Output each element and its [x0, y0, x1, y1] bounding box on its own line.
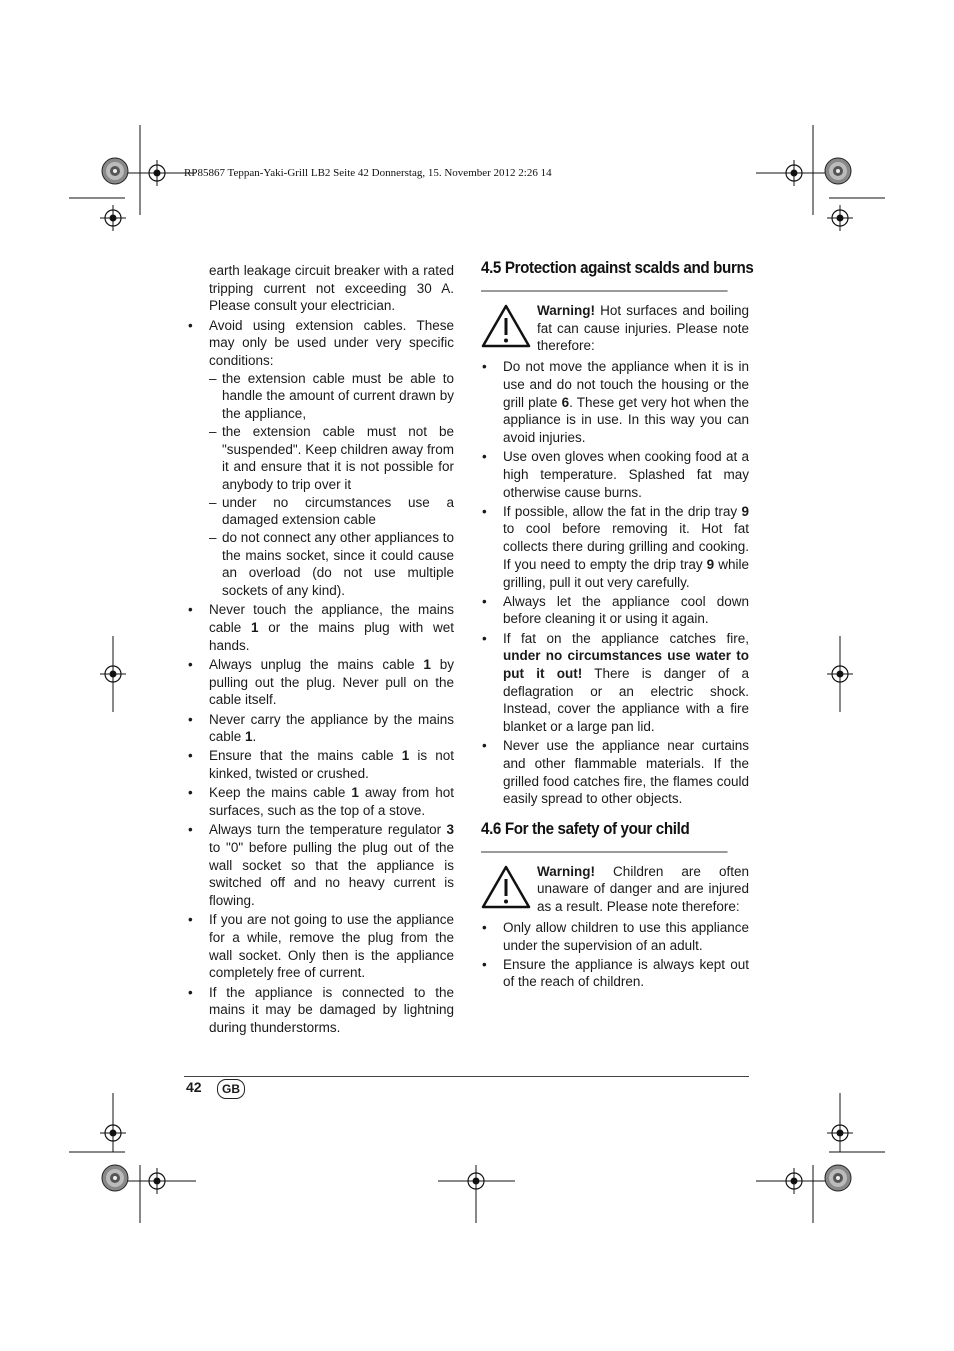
- list-item: [187, 656, 454, 709]
- list-item-extension-cables: [187, 317, 454, 600]
- text-segment: There is danger of a deflagration or an electric shock. Instead, cover the appliance with a fire blanket or a large pan lid.: [503, 666, 749, 735]
- text-segment: away from hot surfaces, such as the top of a stove.: [209, 785, 454, 819]
- text-segment: Never touch the appliance, the mains cable: [209, 602, 454, 636]
- list-item: [481, 630, 749, 736]
- warning-body: Children are often unaware of danger and are injured as a result. Please note therefore:: [537, 863, 749, 915]
- warning-triangle-icon: [481, 865, 531, 909]
- part-number: 1: [245, 729, 253, 745]
- list-item: [187, 747, 454, 782]
- text-segment: to cool before removing it. Hot fat collects there during grilling and cooking. If you need to empty the drip tray: [503, 521, 749, 572]
- list-item: [187, 821, 454, 910]
- burns-list: [481, 358, 749, 808]
- text-segment: Keep the mains cable: [209, 785, 352, 801]
- left-column: [187, 262, 454, 1038]
- print-header: RP85867 Teppan-Yaki-Grill LB2 Seite 42 Donnerstag, 15. November 2012 2:26 14: [184, 167, 552, 179]
- list-item: [187, 984, 454, 1037]
- text-segment: If fat on the appliance catches fire,: [503, 630, 749, 646]
- page-number: 42: [186, 1079, 202, 1095]
- text-segment: Do not move the appliance when it is in use and do not touch the housing or the grill plate: [503, 359, 749, 410]
- warning-triangle-icon: [481, 304, 531, 348]
- text-segment: . These get very hot when the appliance is in use. In this way you can avoid injuries.: [503, 394, 750, 445]
- footer-divider: [184, 1076, 749, 1077]
- list-item: [481, 503, 749, 592]
- list-item: [481, 448, 749, 501]
- intro-continuation: earth leakage circuit breaker with a rated tripping current not exceeding 30 A. Please consult your electrician.: [209, 263, 454, 314]
- text-segment: to "0" before pulling the plug out of the wall socket so that the appliance is switched off and no heavy current is flowing.: [209, 840, 454, 909]
- part-number: 1: [423, 656, 431, 672]
- left-bullet-list: [187, 317, 454, 1037]
- text-segment: If the appliance is connected to the mains it may be damaged by lightning during thunderstorms.: [209, 984, 454, 1036]
- part-number: 9: [741, 503, 749, 519]
- dash-item: – the extension cable must not be "suspended". Keep children away from it and ensure that it is not possible for anybody to trip over it: [209, 423, 454, 494]
- emphasis-text: under no circumstances use water to put it out!: [503, 648, 749, 682]
- text-segment: or the mains plug with wet hands.: [209, 620, 455, 653]
- list-item: [187, 711, 454, 746]
- warning-text: [537, 302, 749, 355]
- part-number: 1: [351, 785, 359, 801]
- section-heading-4-5: 4.5 Protection against scalds and burns: [481, 260, 728, 292]
- warning-box: [481, 302, 749, 355]
- list-item: • Only allow children to use this appliance under the supervision of an adult.: [481, 919, 749, 954]
- text-segment: Always let the appliance cool down before cleaning it or using it again.: [503, 593, 749, 627]
- warning-label: Warning!: [537, 863, 595, 879]
- text-segment: Always unplug the mains cable: [209, 656, 424, 672]
- text-segment: Never use the appliance near curtains and other flammable materials. If the grilled food catches fire, the flames could easily spread to other objects.: [503, 738, 749, 807]
- part-number: 9: [706, 556, 715, 572]
- part-number: 1: [401, 748, 410, 764]
- list-item: [481, 593, 749, 628]
- text-segment: by pulling out the plug. Never pull on the cable itself.: [209, 656, 454, 708]
- list-item: [187, 911, 454, 982]
- right-column: [481, 259, 754, 993]
- warning-text: [537, 863, 749, 916]
- list-item: [187, 784, 454, 819]
- part-number: 6: [561, 394, 570, 410]
- list-item-text: Avoid using extension cables. These may only be used under very specific conditions:: [209, 317, 454, 369]
- dash-item: – under no circumstances use a damaged extension cable: [209, 494, 454, 529]
- list-item: • Ensure the appliance is always kept out of the reach of children.: [481, 956, 749, 991]
- text-segment: while grilling, pull it out very carefully.: [503, 556, 750, 590]
- list-item: [187, 601, 454, 654]
- text-segment: If possible, allow the fat in the drip tray: [503, 503, 742, 519]
- child-safety-list: [481, 919, 749, 991]
- text-segment: Always turn the temperature regulator: [209, 822, 447, 838]
- dash-item: – the extension cable must be able to handle the amount of current drawn by the appliance,: [209, 370, 454, 423]
- text-segment: Ensure that the mains cable: [209, 748, 402, 764]
- list-item: [481, 737, 749, 808]
- extension-conditions: [209, 370, 454, 600]
- text-segment: is not kinked, twisted or crushed.: [209, 748, 454, 782]
- section-heading-4-6: 4.6 For the safety of your child: [481, 821, 728, 853]
- warning-label: Warning!: [537, 303, 595, 318]
- part-number: 1: [250, 620, 259, 636]
- warning-body: Hot surfaces and boiling fat can cause injuries. Please note therefore:: [537, 303, 749, 354]
- text-segment: .: [252, 729, 257, 745]
- language-badge: GB: [217, 1079, 245, 1099]
- text-segment: Use oven gloves when cooking food at a high temperature. Splashed fat may otherwise cause burns.: [503, 449, 749, 500]
- text-segment: If you are not going to use the appliance for a while, remove the plug from the wall socket. Only then is the appliance completely free of current.: [209, 912, 454, 981]
- part-number: 3: [446, 822, 454, 838]
- dash-item: – do not connect any other appliances to the mains socket, since it could cause an overload (do not use multiple sockets of any kind).: [209, 529, 454, 600]
- list-item: [481, 358, 749, 447]
- text-segment: Never carry the appliance by the mains cable: [209, 711, 454, 745]
- warning-box: [481, 863, 749, 916]
